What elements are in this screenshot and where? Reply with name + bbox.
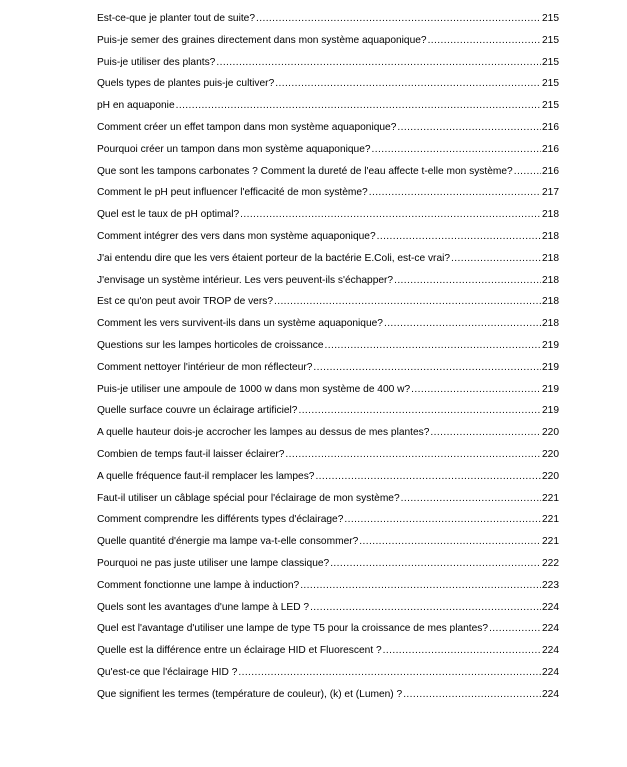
toc-dot-leader	[403, 684, 541, 706]
toc-entry-title: Quelle est la différence entre un éclairage HID et Fluorescent ?	[97, 645, 382, 657]
toc-entry-page-number: 222	[542, 557, 559, 569]
toc-entry[interactable]	[97, 226, 559, 248]
toc-entry[interactable]	[97, 204, 559, 226]
toc-entry-title: Comment nettoyer l'intérieur de mon réflecteur?	[97, 361, 313, 373]
toc-entry[interactable]	[97, 618, 559, 640]
toc-dot-leader	[451, 248, 541, 270]
toc-entry[interactable]	[97, 248, 559, 270]
toc-entry-page-number: 219	[542, 383, 559, 395]
toc-dot-leader	[310, 597, 541, 619]
toc-entry[interactable]	[97, 270, 559, 292]
toc-entry[interactable]	[97, 357, 559, 379]
toc-entry[interactable]	[97, 640, 559, 662]
toc-dot-leader	[383, 640, 541, 662]
toc-entry[interactable]	[97, 684, 559, 706]
toc-entry-title: Pourquoi ne pas juste utiliser une lampe classique?	[97, 557, 330, 569]
toc-entry-title: Que sont les tampons carbonates ? Comment la dureté de l'eau affecte t-elle mon système?	[97, 165, 513, 177]
toc-entry-title: Quels types de plantes puis-je cultiver?	[97, 78, 275, 90]
toc-entry-page-number: 215	[542, 100, 559, 112]
toc-entry[interactable]	[97, 662, 559, 684]
toc-entry-page-number: 224	[542, 688, 559, 700]
toc-entry-page-number: 218	[542, 296, 559, 308]
toc-dot-leader	[397, 117, 541, 139]
toc-entry[interactable]	[97, 597, 559, 619]
toc-entry-page-number: 218	[542, 274, 559, 286]
toc-dot-leader	[240, 204, 541, 226]
toc-entry-title: Quelle quantité d'énergie ma lampe va-t-elle consommer?	[97, 536, 359, 548]
toc-entry-title: Puis-je utiliser une ampoule de 1000 w dans mon système de 400 w?	[97, 383, 411, 395]
toc-entry-page-number: 221	[542, 514, 559, 526]
toc-entry[interactable]	[97, 95, 559, 117]
toc-entry-page-number: 224	[542, 666, 559, 678]
toc-entry-page-number: 216	[542, 143, 559, 155]
toc-dot-leader	[274, 291, 541, 313]
toc-entry-title: Comment comprendre les différents types d'éclairage?	[97, 514, 344, 526]
toc-dot-leader	[489, 618, 541, 640]
toc-entry-title: Comment le pH peut influencer l'efficacité de mon système?	[97, 187, 368, 199]
toc-entry-page-number: 223	[542, 579, 559, 591]
toc-entry[interactable]	[97, 531, 559, 553]
toc-entry-title: Comment intégrer des vers dans mon système aquaponique?	[97, 230, 376, 242]
toc-entry[interactable]	[97, 161, 559, 183]
toc-dot-leader	[377, 226, 541, 248]
toc-entry-page-number: 224	[542, 645, 559, 657]
toc-dot-leader	[325, 335, 542, 357]
toc-entry[interactable]	[97, 313, 559, 335]
toc-entry[interactable]	[97, 117, 559, 139]
toc-entry[interactable]	[97, 8, 559, 30]
table-of-contents	[97, 8, 559, 706]
toc-entry[interactable]	[97, 400, 559, 422]
toc-entry-page-number: 221	[542, 536, 559, 548]
toc-entry-page-number: 219	[542, 405, 559, 417]
toc-dot-leader	[344, 509, 541, 531]
toc-entry[interactable]	[97, 488, 559, 510]
toc-entry[interactable]	[97, 335, 559, 357]
toc-entry-page-number: 218	[542, 209, 559, 221]
toc-dot-leader	[359, 531, 541, 553]
toc-entry-page-number: 215	[542, 13, 559, 24]
toc-entry-page-number: 221	[542, 492, 559, 504]
toc-dot-leader	[401, 488, 541, 510]
toc-dot-leader	[430, 422, 541, 444]
toc-entry-page-number: 218	[542, 318, 559, 330]
toc-entry-title: Puis-je utiliser des plants?	[97, 56, 216, 68]
toc-entry-page-number: 220	[542, 470, 559, 482]
toc-entry[interactable]	[97, 30, 559, 52]
toc-entry-title: pH en aquaponie	[97, 100, 175, 112]
toc-dot-leader	[411, 379, 541, 401]
toc-entry-title: Quelle surface couvre un éclairage artificiel?	[97, 405, 298, 417]
toc-entry-title: Puis-je semer des graines directement dans mon système aquaponique?	[97, 34, 427, 46]
toc-entry-title: Faut-il utiliser un câblage spécial pour l'éclairage de mon système?	[97, 492, 400, 504]
toc-entry-page-number: 224	[542, 601, 559, 613]
toc-dot-leader	[372, 139, 541, 161]
toc-entry-title: Questions sur les lampes horticoles de croissance	[97, 339, 324, 351]
toc-entry-title: A quelle hauteur dois-je accrocher les lampes au dessus de mes plantes?	[97, 427, 430, 439]
toc-dot-leader	[298, 400, 541, 422]
toc-entry-title: Que signifient les termes (température de couleur), (k) et (Lumen) ?	[97, 688, 403, 700]
toc-entry[interactable]	[97, 466, 559, 488]
toc-dot-leader	[394, 270, 541, 292]
toc-entry-title: Comment créer un effet tampon dans mon système aquaponique?	[97, 121, 397, 133]
toc-entry[interactable]	[97, 444, 559, 466]
toc-entry[interactable]	[97, 509, 559, 531]
toc-entry-page-number: 217	[542, 187, 559, 199]
toc-entry-title: Comment fonctionne une lampe à induction?	[97, 579, 300, 591]
toc-dot-leader	[216, 52, 541, 74]
toc-entry-page-number: 215	[542, 78, 559, 90]
toc-entry[interactable]	[97, 52, 559, 74]
toc-entry-title: Qu'est-ce que l'éclairage HID ?	[97, 666, 238, 678]
toc-entry-title: Quel est l'avantage d'utiliser une lampe de type T5 pour la croissance de mes plantes?	[97, 623, 489, 635]
toc-dot-leader	[315, 466, 541, 488]
toc-entry[interactable]	[97, 575, 559, 597]
toc-dot-leader	[256, 8, 541, 30]
toc-entry-page-number: 215	[542, 56, 559, 68]
toc-entry-page-number: 218	[542, 252, 559, 264]
toc-entry[interactable]	[97, 139, 559, 161]
toc-entry-title: Est ce qu'on peut avoir TROP de vers?	[97, 296, 273, 308]
toc-entry-page-number: 219	[542, 339, 559, 351]
toc-entry-page-number: 220	[542, 448, 559, 460]
toc-dot-leader	[238, 662, 541, 684]
toc-dot-leader	[514, 161, 541, 183]
toc-entry-page-number: 218	[542, 230, 559, 242]
toc-dot-leader	[313, 357, 541, 379]
toc-dot-leader	[300, 575, 541, 597]
toc-entry-title: Comment les vers survivent-ils dans un système aquaponique?	[97, 318, 383, 330]
toc-entry-title: Quels sont les avantages d'une lampe à LED ?	[97, 601, 310, 613]
toc-entry[interactable]	[97, 73, 559, 95]
toc-entry-page-number: 224	[542, 623, 559, 635]
toc-entry-title: Est-ce-que je planter tout de suite?	[97, 13, 256, 24]
toc-dot-leader	[330, 553, 541, 575]
toc-entry-title: J'envisage un système intérieur. Les vers peuvent-ils s'échapper?	[97, 274, 394, 286]
toc-dot-leader	[285, 444, 541, 466]
toc-entry-page-number: 219	[542, 361, 559, 373]
toc-entry-title: Combien de temps faut-il laisser éclairer?	[97, 448, 285, 460]
toc-entry-title: Pourquoi créer un tampon dans mon système aquaponique?	[97, 143, 371, 155]
toc-entry-page-number: 216	[542, 121, 559, 133]
toc-entry-title: A quelle fréquence faut-il remplacer les lampes?	[97, 470, 315, 482]
toc-dot-leader	[176, 95, 541, 117]
toc-dot-leader	[384, 313, 541, 335]
toc-entry-page-number: 220	[542, 427, 559, 439]
toc-entry[interactable]	[97, 182, 559, 204]
toc-entry-title: J'ai entendu dire que les vers étaient porteur de la bactérie E.Coli, est-ce vrai?	[97, 252, 451, 264]
toc-dot-leader	[428, 30, 541, 52]
toc-entry-page-number: 216	[542, 165, 559, 177]
toc-entry-page-number: 215	[542, 34, 559, 46]
toc-dot-leader	[369, 182, 541, 204]
toc-dot-leader	[275, 73, 541, 95]
toc-entry[interactable]	[97, 422, 559, 444]
toc-entry-title: Quel est le taux de pH optimal?	[97, 209, 240, 221]
toc-entry[interactable]	[97, 291, 559, 313]
toc-entry[interactable]	[97, 553, 559, 575]
toc-entry[interactable]	[97, 379, 559, 401]
